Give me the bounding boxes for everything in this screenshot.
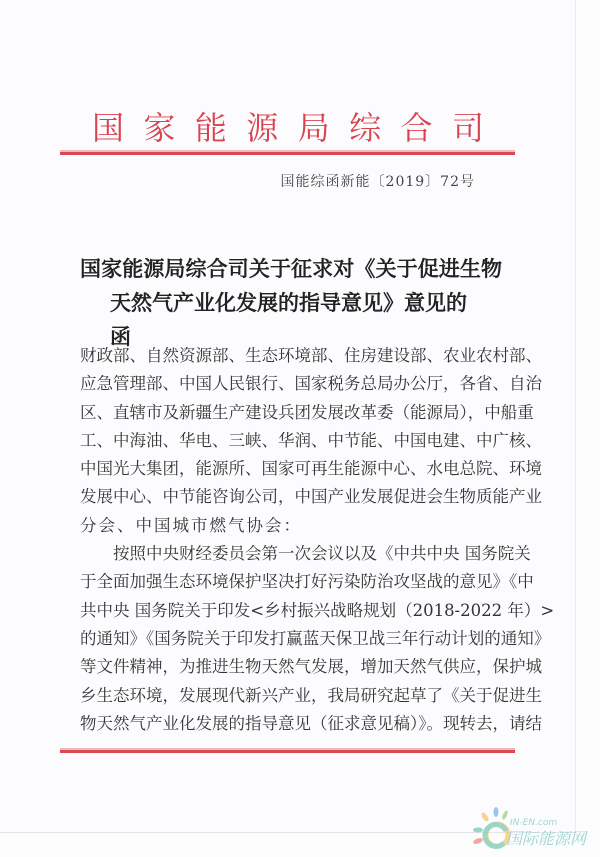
watermark-brand-en: IN-EN.com (510, 818, 558, 828)
document-body (80, 342, 555, 738)
watermark-logo (470, 805, 595, 850)
letterhead-rule (60, 152, 515, 155)
body-line: 按照中央财经委员会第一次会议以及《中共中央 国务院关 (80, 544, 531, 564)
body-line: 财政部、自然资源部、生态环境部、住房建设部、农业农村部、 (80, 346, 542, 365)
body-line: 乡生态环境，发展现代新兴产业，我局研究起草了《关于促进生 (80, 685, 542, 705)
body-line: 物天然气产业化发展的指导意见（征求意见稿）》。现转去，请结 (80, 713, 542, 733)
sun-icon (470, 805, 510, 850)
footer-rule (60, 750, 515, 753)
body-line: 等文件精神，为推进生物天然气发展，增加天然气供应，保护城 (80, 657, 542, 677)
document-number: 国能综函新能〔2019〕72号 (280, 174, 475, 190)
body-line: 区、直辖市及新疆生产建设兵团发展改革委（能源局），中船重 (80, 402, 534, 422)
letterhead: 国家能源局综合司 (92, 109, 484, 147)
body-line: 于全面加强生态环境保护坚决打好污染防治攻坚战的意见》《中 (80, 572, 534, 592)
body-line: 分会、中国城市燃气协会： (80, 515, 302, 535)
document-title-line: 天然气产业化发展的指导意见》意见的函 (110, 290, 467, 349)
body-line: 共中央 国务院关于印发<乡村振兴战略规划（2018-2022 年）> (80, 600, 555, 620)
body-line: 的通知》《国务院关于印发打赢蓝天保卫战三年行动计划的通知》 (80, 628, 551, 648)
body-line: 发展中心、中节能咨询公司，中国产业发展促进会生物质能产业 (80, 487, 542, 507)
body-line: 中国光大集团，能源所、国家可再生能源中心、水电总院、环境 (80, 459, 542, 479)
body-line: 工、中海油、华电、三峡、华润、中节能、中国电建、中广核、 (80, 430, 542, 450)
body-line: 应急管理部、中国人民银行、国家税务总局办公厅，各省、自治 (80, 374, 542, 394)
watermark-brand-cn: 国际能源网 (506, 829, 587, 848)
document-title-line: 国家能源局综合司关于征求对《关于促进生物 (80, 256, 502, 281)
